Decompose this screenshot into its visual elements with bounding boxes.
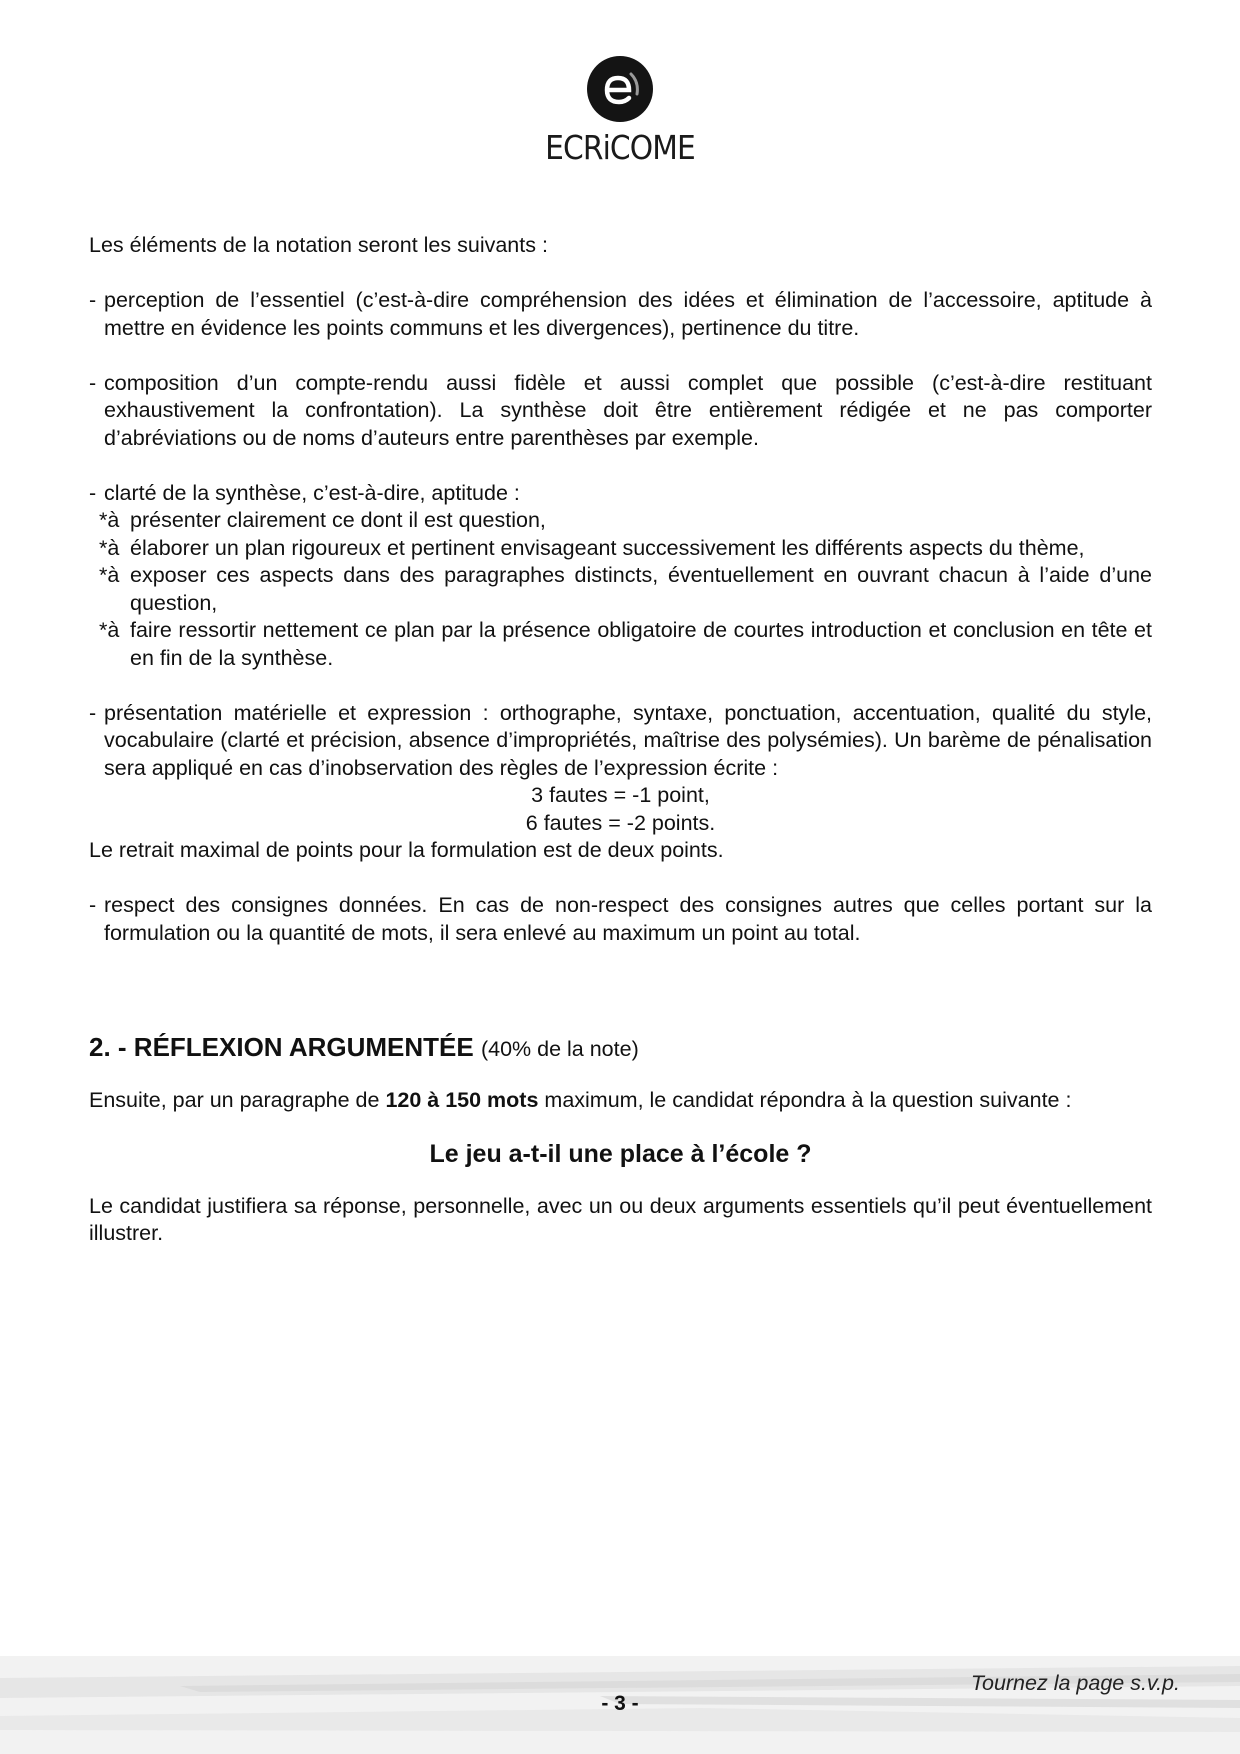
essay-question: Le jeu a-t-il une place à l’école ? [429,1139,812,1168]
turn-page-note: Tournez la page s.v.p. [970,1671,1180,1695]
clarity-item: *à présenter clairement ce dont il est question, [99,508,546,532]
document-body [89,232,1152,1248]
ecricome-logo-icon [587,56,653,122]
section-instruction: Ensuite, par un paragraphe de 120 à 150 mots maximum, le candidat répondra à la question suivante : [89,1088,1072,1112]
section-title: 2. - RÉFLEXION ARGUMENTÉE [89,1032,474,1062]
criterion-presentation: - présentation matérielle et expression : orthographe, syntaxe, ponctuation, accentuation, qualité du style, vocabulaire (clarté et précision, absence d’impropriétés, maîtrise des polysémies). Un barème de pénalisation sera appliqué en cas d’inobservation des règles de l’expression écrite : [89,700,1152,780]
header-logo [0,56,1240,167]
page-number: - 3 - [601,1692,639,1715]
criterion-clarity: - clarté de la synthèse, c’est-à-dire, aptitude : [89,480,520,505]
section-weight: (40% de la note) [480,1037,639,1061]
criterion-perception: - perception de l’essentiel (c’est-à-dire compréhension des idées et élimination de l’accessoire, aptitude à mettre en évidence les points communs et les divergences), pertinence du titre. [89,288,1152,340]
max-withdrawal: Le retrait maximal de points pour la formulation est de deux points. [89,838,724,862]
criterion-composition: - composition d’un compte-rendu aussi fidèle et aussi complet que possible (c’est-à-dire restituant exhaustivement la confrontation). La synthèse doit être entièrement rédigée et ne pas comporter d’abréviations ou de noms d’auteurs entre parenthèses par exemple. [89,370,1152,450]
grading-intro: Les éléments de la notation seront les suivants : [89,233,548,257]
penalty-line: 6 fautes = -2 points. [525,810,716,835]
criterion-respect: - respect des consignes données. En cas de non-respect des consignes autres que celles portant sur la formulation ou la quantité de mots, il sera enlevé au maximum un point au total. [89,893,1152,945]
clarity-item: *à exposer ces aspects dans des paragraphes distincts, éventuellement en ouvrant chacun à l’aide d’une question, [99,563,1152,615]
clarity-item: *à faire ressortir nettement ce plan par la présence obligatoire de courtes introduction et conclusion en tête et en fin de la synthèse. [99,618,1152,670]
penalty-line: 3 fautes = -1 point, [531,783,710,807]
justification-text: Le candidat justifiera sa réponse, personnelle, avec un ou deux arguments essentiels qu’il peut éventuellement illustrer. [89,1193,1152,1245]
logo-wordmark: ECRiCOME [545,128,695,167]
section-heading [89,1031,1152,1065]
clarity-item: *à élaborer un plan rigoureux et pertinent envisageant successivement les différents aspects du thème, [99,535,1085,560]
